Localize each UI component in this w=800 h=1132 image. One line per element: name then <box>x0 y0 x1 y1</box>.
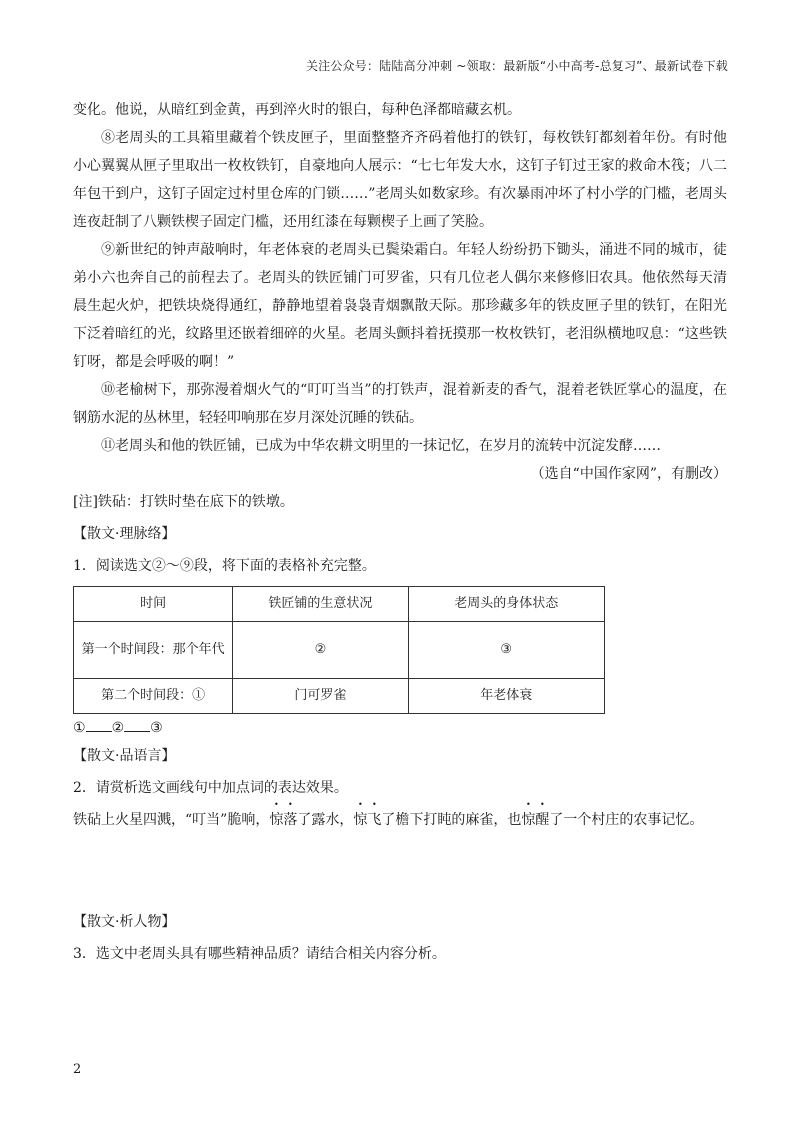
sentence-part: 铁砧上火星四溅，“叮当”脆响， <box>73 812 270 828</box>
paragraph-9: ⑨新世纪的钟声敲响时，年老体衰的老周头已鬓染霜白。年轻人纷纷扔下锄头，涌进不同的城市，徒弟小六也奔自己的前程去了。老周头的铁匠铺门可罗雀，只有几位老人偶尔来修修旧农具。他依然每天清晨生起火炉，把铁块烧得通红，静静地望着袅袅青烟飘散天际。那珍藏多年的铁皮匣子里的铁钉，在阳光下泛着暗红的光，纹路里还嵌着细碎的火星。老周头颤抖着抚摸那一枚枚铁钉，老泪纵横地叹息：“这些铁钉呀，都是会呼吸的啊！” <box>73 242 727 370</box>
table-row <box>74 679 605 714</box>
paragraph-8: ⑧老周头的工具箱里藏着个铁皮匣子，里面整整齐齐码着他打的铁钉，每枚铁钉都刻着年份。有时他小心翼翼从匣子里取出一枚枚铁钉，自豪地向人展示：“七七年发大水，这钉子钉过王家的救命木筏；八二年包干到户，这钉子固定过村里仓库的门锁……”老周头如数家珍。有次暴雨冲坏了村小学的门槛，老周头连夜赶制了八颗铁楔子固定门槛，还用红漆在每颗楔子上画了笑脸。 <box>73 130 727 230</box>
answer-space[interactable] <box>73 834 727 908</box>
section-heading-language: 【散文·品语言】 <box>73 748 176 764</box>
sentence-part: 了一个村庄的农事记忆。 <box>549 812 704 828</box>
section-heading-character: 【散文·析人物】 <box>73 914 176 930</box>
table-cell: 年老体衰 <box>408 679 604 714</box>
table-header-row <box>74 587 605 622</box>
footnote: [注]铁砧：打铁时垫在底下的铁墩。 <box>73 494 294 510</box>
quoted-sentence <box>73 806 727 834</box>
sentence-part: 了檐下打盹的麻雀，也 <box>381 812 522 828</box>
page-header: 关注公众号：陆陆高分冲刺 ~领取：最新版“小中高考-总复习”、最新试卷下载 <box>305 59 728 73</box>
page-number: 2 <box>73 1062 82 1077</box>
table-row <box>74 622 605 679</box>
table-header: 铁匠铺的生意状况 <box>233 587 408 622</box>
section-heading-structure: 【散文·理脉络】 <box>73 526 176 542</box>
emphasized-word-jingfei: 惊飞 <box>353 812 382 828</box>
answer-blank-2[interactable] <box>124 717 150 732</box>
table-cell-blank[interactable]: ② <box>233 622 408 679</box>
blank-label-2: ② <box>111 720 125 736</box>
answer-table <box>73 586 605 714</box>
table-cell: 第一个时间段：那个年代 <box>74 622 233 679</box>
paragraph-continued: 变化。他说，从暗红到金黄，再到淬火时的银白，每种色泽都暗藏玄机。 <box>73 102 521 118</box>
paragraph-11: ⑪老周头和他的铁匠铺，已成为中华农耕文明里的一抹记忆，在岁月的流转中沉淀发酵…… <box>101 438 661 454</box>
sentence-part: 了露水， <box>297 812 354 828</box>
question-1: 1．阅读选文②～⑨段，将下面的表格补充完整。 <box>73 558 376 574</box>
document-body <box>73 96 727 968</box>
emphasized-word-jingxing: 惊醒 <box>521 812 550 828</box>
table-cell: 第二个时间段：① <box>74 679 233 714</box>
blank-label-1: ① <box>73 720 86 736</box>
table-cell-blank[interactable]: ③ <box>408 622 604 679</box>
table-header: 老周头的身体状态 <box>408 587 604 622</box>
table-cell: 门可罗雀 <box>233 679 408 714</box>
table-header: 时间 <box>74 587 233 622</box>
emphasized-word-jingluo: 惊落 <box>269 812 298 828</box>
blank-label-3: ③ <box>150 720 163 736</box>
source-citation: （选自“中国作家网”，有删改） <box>530 466 727 482</box>
question-3: 3．选文中老周头具有哪些精神品质？请结合相关内容分析。 <box>73 946 446 962</box>
paragraph-10: ⑩老榆树下，那弥漫着烟火气的“叮叮当当”的打铁声，混着新麦的香气，混着老铁匠掌心的温度，在钢筋水泥的丛林里，轻轻叩响那在岁月深处沉睡的铁砧。 <box>73 382 727 426</box>
question-2: 2．请赏析选文画线句中加点词的表达效果。 <box>73 780 348 796</box>
answer-blanks <box>73 714 727 742</box>
answer-blank-1[interactable] <box>86 717 112 732</box>
